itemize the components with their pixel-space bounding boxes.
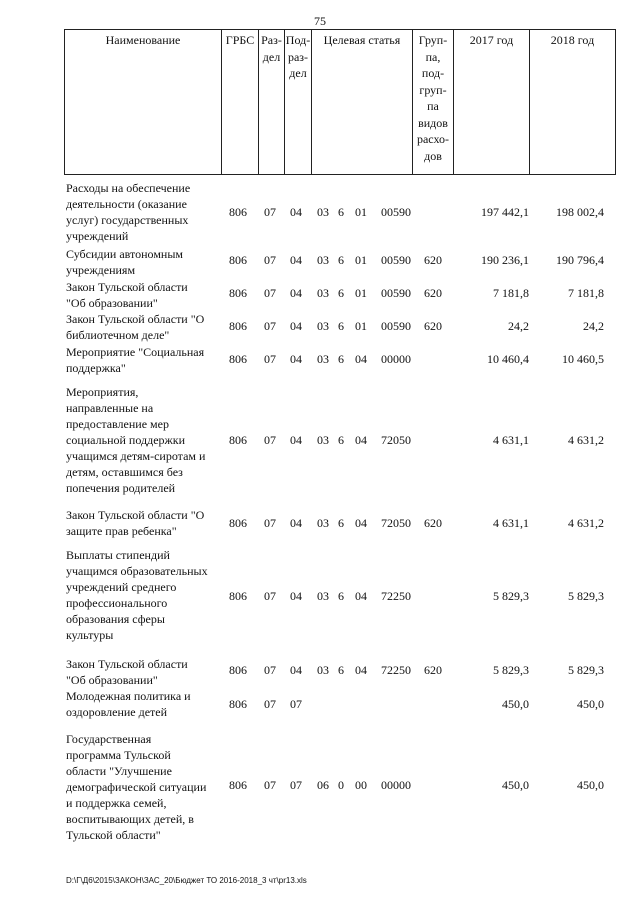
- file-path-footer: D:\Г\Д6\2015\ЗАКОН\ЗАС_20\Бюджет ТО 2016-2018_3 чт\pr13.xls: [66, 876, 307, 885]
- cell-t3: 01: [355, 286, 367, 300]
- cell-t1: 03: [317, 663, 329, 677]
- cell-v2018: 4 631,2: [568, 516, 604, 530]
- cell-t2: 6: [338, 286, 344, 300]
- cell-v2017: 190 236,1: [481, 253, 529, 267]
- cell-v2017: 4 631,1: [493, 433, 529, 447]
- cell-t2: 6: [338, 352, 344, 366]
- row-name-line: программа Тульской: [66, 748, 171, 762]
- cell-v2018: 5 829,3: [568, 589, 604, 603]
- cell-v2018: 198 002,4: [556, 205, 604, 219]
- cell-v2017: 5 829,3: [493, 663, 529, 677]
- cell-t1: 03: [317, 319, 329, 333]
- row-name: [66, 688, 224, 720]
- row-name: [66, 344, 224, 376]
- cell-pr: 04: [290, 352, 302, 366]
- cell-v2018: 4 631,2: [568, 433, 604, 447]
- row-name-line: воспитывающих детей, в: [66, 812, 194, 826]
- cell-grbs: 806: [229, 205, 247, 219]
- cell-v2017: 450,0: [502, 778, 529, 792]
- cell-v2017: 10 460,4: [487, 352, 529, 366]
- row-name-line: и поддержка семей,: [66, 796, 167, 810]
- cell-grbs: 806: [229, 253, 247, 267]
- row-name-line: направленные на: [66, 401, 154, 415]
- cell-pr: 04: [290, 319, 302, 333]
- row-name-line: деятельности (оказание: [66, 197, 187, 211]
- header-podrazdel: [285, 30, 312, 174]
- row-name-line: образования сферы: [66, 612, 165, 626]
- cell-t3: 01: [355, 253, 367, 267]
- cell-vr: 620: [424, 516, 442, 530]
- row-name-line: библиотечном деле": [66, 328, 170, 342]
- header-group-line: дов: [424, 148, 442, 163]
- row-name: [66, 311, 224, 343]
- cell-t4: 00590: [381, 205, 411, 219]
- cell-t3: 00: [355, 778, 367, 792]
- row-name: [66, 547, 224, 643]
- header-group-line: па,: [425, 49, 441, 64]
- row-name-line: демографической ситуации: [66, 780, 207, 794]
- cell-pr: 04: [290, 205, 302, 219]
- table-header: [64, 29, 616, 175]
- cell-vr: 620: [424, 663, 442, 677]
- cell-v2018: 5 829,3: [568, 663, 604, 677]
- cell-v2017: 4 631,1: [493, 516, 529, 530]
- row-name-line: области "Улучшение: [66, 764, 172, 778]
- cell-pr: 04: [290, 516, 302, 530]
- cell-t4: 72050: [381, 433, 411, 447]
- cell-t1: 03: [317, 516, 329, 530]
- header-group-line: видов: [418, 115, 448, 130]
- cell-t2: 6: [338, 516, 344, 530]
- header-group-line: под-: [421, 66, 445, 80]
- row-name: [66, 731, 224, 843]
- cell-t2: 6: [338, 205, 344, 219]
- cell-t3: 04: [355, 663, 367, 677]
- cell-grbs: 806: [229, 589, 247, 603]
- cell-grbs: 806: [229, 433, 247, 447]
- row-name-line: "Об образовании": [66, 296, 158, 310]
- row-name: [66, 180, 224, 244]
- cell-rz: 07: [264, 778, 276, 792]
- cell-v2018: 10 460,5: [562, 352, 604, 366]
- row-name-line: Государственная: [66, 732, 152, 746]
- row-name-line: попечения родителей: [66, 481, 176, 495]
- header-group-line: расхо-: [416, 132, 450, 146]
- header-group-line: па: [427, 99, 439, 113]
- cell-t1: 03: [317, 352, 329, 366]
- cell-rz: 07: [264, 663, 276, 677]
- row-name-line: учащимся образовательных: [66, 564, 208, 578]
- cell-t2: 0: [338, 778, 344, 792]
- row-name-line: "Об образовании": [66, 673, 158, 687]
- cell-v2018: 7 181,8: [568, 286, 604, 300]
- row-name-line: Мероприятие "Социальная: [66, 345, 205, 359]
- cell-grbs: 806: [229, 663, 247, 677]
- row-name-line: оздоровление детей: [66, 705, 168, 719]
- cell-v2017: 7 181,8: [493, 286, 529, 300]
- header-podrazdel-line: раз-: [287, 49, 309, 64]
- row-name-line: учащимся детям-сиротам и: [66, 449, 206, 463]
- cell-v2017: 5 829,3: [493, 589, 529, 603]
- row-name-line: защите прав ребенка": [66, 524, 177, 538]
- cell-pr: 07: [290, 778, 302, 792]
- cell-t1: 03: [317, 253, 329, 267]
- cell-t2: 6: [338, 319, 344, 333]
- row-name: [66, 279, 224, 311]
- cell-t2: 6: [338, 433, 344, 447]
- row-name-line: Расходы на обеспечение: [66, 181, 191, 195]
- cell-v2018: 450,0: [577, 697, 604, 711]
- header-group-line: Груп-: [418, 33, 448, 47]
- cell-grbs: 806: [229, 319, 247, 333]
- cell-pr: 04: [290, 253, 302, 267]
- cell-vr: 620: [424, 286, 442, 300]
- cell-v2017: 24,2: [508, 319, 529, 333]
- cell-pr: 04: [290, 433, 302, 447]
- cell-rz: 07: [264, 589, 276, 603]
- cell-t2: 6: [338, 589, 344, 603]
- cell-rz: 07: [264, 286, 276, 300]
- header-grbs: ГРБС: [222, 30, 259, 174]
- row-name-line: Мероприятия,: [66, 385, 139, 399]
- row-name-line: детям, оставшимся без: [66, 465, 183, 479]
- cell-t2: 6: [338, 253, 344, 267]
- row-name: [66, 384, 224, 496]
- cell-t4: 72050: [381, 516, 411, 530]
- cell-t4: 00000: [381, 778, 411, 792]
- cell-t3: 04: [355, 352, 367, 366]
- cell-pr: 04: [290, 286, 302, 300]
- header-name: Наименование: [65, 30, 222, 174]
- cell-rz: 07: [264, 433, 276, 447]
- row-name-line: услуг) государственных: [66, 213, 189, 227]
- header-podrazdel-line: Под-: [285, 33, 311, 47]
- cell-t4: 00590: [381, 253, 411, 267]
- cell-pr: 04: [290, 663, 302, 677]
- cell-grbs: 806: [229, 352, 247, 366]
- cell-vr: 620: [424, 319, 442, 333]
- cell-v2018: 190 796,4: [556, 253, 604, 267]
- row-name: [66, 507, 224, 539]
- row-name-line: Закон Тульской области "О: [66, 508, 205, 522]
- row-name-line: учреждениям: [66, 263, 136, 277]
- cell-t3: 04: [355, 433, 367, 447]
- cell-grbs: 806: [229, 778, 247, 792]
- cell-t3: 04: [355, 516, 367, 530]
- cell-v2017: 197 442,1: [481, 205, 529, 219]
- cell-t1: 03: [317, 433, 329, 447]
- row-name-line: Молодежная политика и: [66, 689, 191, 703]
- row-name-line: Закон Тульской области: [66, 280, 188, 294]
- row-name-line: учреждений: [66, 229, 129, 243]
- cell-t1: 06: [317, 778, 329, 792]
- header-podrazdel-line: дел: [289, 66, 307, 80]
- row-name-line: Выплаты стипендий: [66, 548, 170, 562]
- cell-t2: 6: [338, 663, 344, 677]
- cell-t4: 00590: [381, 286, 411, 300]
- header-group-line: груп-: [419, 82, 447, 97]
- row-name-line: учреждений среднего: [66, 580, 177, 594]
- cell-rz: 07: [264, 253, 276, 267]
- row-name-line: социальной поддержки: [66, 433, 186, 447]
- cell-t4: 00590: [381, 319, 411, 333]
- cell-v2018: 450,0: [577, 778, 604, 792]
- page-number: 75: [314, 14, 326, 28]
- cell-grbs: 806: [229, 516, 247, 530]
- row-name-line: культуры: [66, 628, 114, 642]
- header-razdel: [259, 30, 285, 174]
- cell-t3: 01: [355, 319, 367, 333]
- cell-rz: 07: [264, 697, 276, 711]
- cell-t4: 00000: [381, 352, 411, 366]
- row-name-line: Закон Тульской области "О: [66, 312, 205, 326]
- cell-grbs: 806: [229, 697, 247, 711]
- header-razdel-line: Раз-: [261, 33, 282, 47]
- row-name-line: предоставление мер: [66, 417, 169, 431]
- cell-t3: 04: [355, 589, 367, 603]
- cell-v2018: 24,2: [583, 319, 604, 333]
- row-name-line: Закон Тульской области: [66, 657, 188, 671]
- header-group: [413, 30, 454, 174]
- cell-rz: 07: [264, 352, 276, 366]
- cell-pr: 04: [290, 589, 302, 603]
- row-name: [66, 246, 224, 278]
- header-target-article: Целевая статья: [312, 30, 413, 174]
- cell-t3: 01: [355, 205, 367, 219]
- row-name: [66, 656, 224, 688]
- row-name-line: профессионального: [66, 596, 168, 610]
- header-razdel-line: дел: [262, 49, 281, 64]
- cell-grbs: 806: [229, 286, 247, 300]
- header-2018: 2018 год: [550, 33, 595, 47]
- row-name-line: поддержка": [66, 361, 126, 375]
- cell-pr: 07: [290, 697, 302, 711]
- cell-t4: 72250: [381, 663, 411, 677]
- cell-t1: 03: [317, 286, 329, 300]
- cell-t1: 03: [317, 589, 329, 603]
- row-name-line: Субсидии автономным: [66, 247, 183, 261]
- header-2017: 2017 год: [454, 30, 530, 174]
- row-name-line: Тульской области": [66, 828, 161, 842]
- cell-t1: 03: [317, 205, 329, 219]
- cell-rz: 07: [264, 319, 276, 333]
- cell-vr: 620: [424, 253, 442, 267]
- cell-rz: 07: [264, 205, 276, 219]
- cell-v2017: 450,0: [502, 697, 529, 711]
- cell-t4: 72250: [381, 589, 411, 603]
- cell-rz: 07: [264, 516, 276, 530]
